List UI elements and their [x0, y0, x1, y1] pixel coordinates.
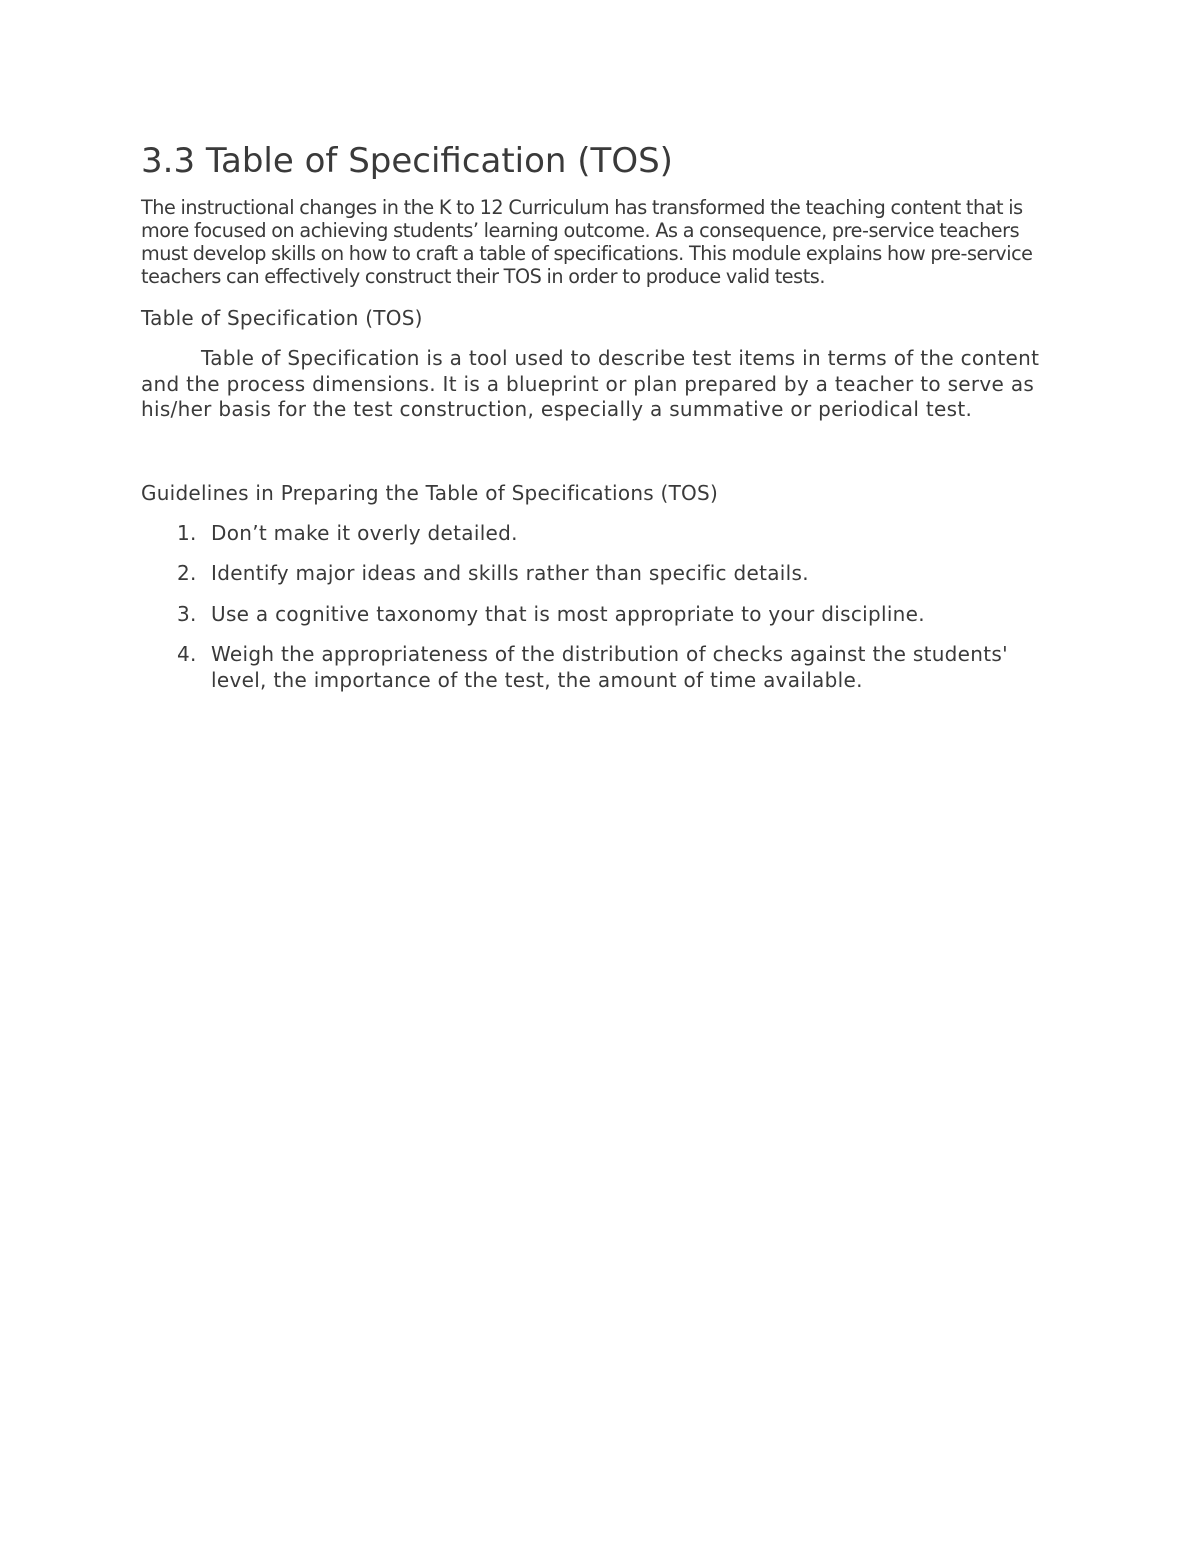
list-item — [141, 561, 1051, 587]
definition-paragraph: Table of Specification is a tool used to describe test items in terms of the content and the process dimensions. It is a blueprint or plan prepared by a teacher to serve as his/her basis for the test construction, especially a summative or periodical test. — [141, 346, 1040, 421]
list-item-number: 2. — [177, 561, 197, 585]
list-item-text: Don’t make it overly detailed. — [211, 520, 518, 545]
list-item-number-cell — [141, 561, 211, 587]
list-item — [141, 602, 1051, 628]
guidelines-heading: Guidelines in Preparing the Table of Specifications (TOS) — [141, 480, 719, 505]
list-item-number-cell — [141, 521, 211, 547]
list-item-text: Use a cognitive taxonomy that is most appropriate to your discipline. — [211, 601, 925, 626]
document-content — [141, 140, 1051, 708]
section-subheading: Table of Specification (TOS) — [141, 306, 423, 330]
list-item-number: 3. — [177, 601, 197, 626]
list-item-text: Weigh the appropriateness of the distribution of checks against the students' level, the importance of the test, the amount of time available. — [211, 642, 1008, 692]
list-item-number: 1. — [177, 520, 197, 545]
list-item — [141, 642, 1051, 693]
list-item-number-cell — [141, 602, 211, 628]
paragraph-spacer — [141, 423, 1051, 480]
guidelines-list — [141, 521, 1051, 694]
list-item — [141, 521, 1051, 547]
list-item-text: Identify major ideas and skills rather than specific details. — [211, 561, 809, 585]
list-item-number: 4. — [177, 642, 197, 666]
intro-paragraph: The instructional changes in the K to 12 Curriculum has transformed the teaching content that is more focused on achieving students’ learning outcome. As a consequence, pre-service teachers must develop skills on how to craft a table of specifications. This module explains how pre-service teachers can effectively construct their TOS in order to produce valid tests. — [141, 196, 1033, 288]
list-item-number-cell — [141, 642, 211, 693]
page-title: 3.3 Table of Specification (TOS) — [141, 141, 673, 181]
